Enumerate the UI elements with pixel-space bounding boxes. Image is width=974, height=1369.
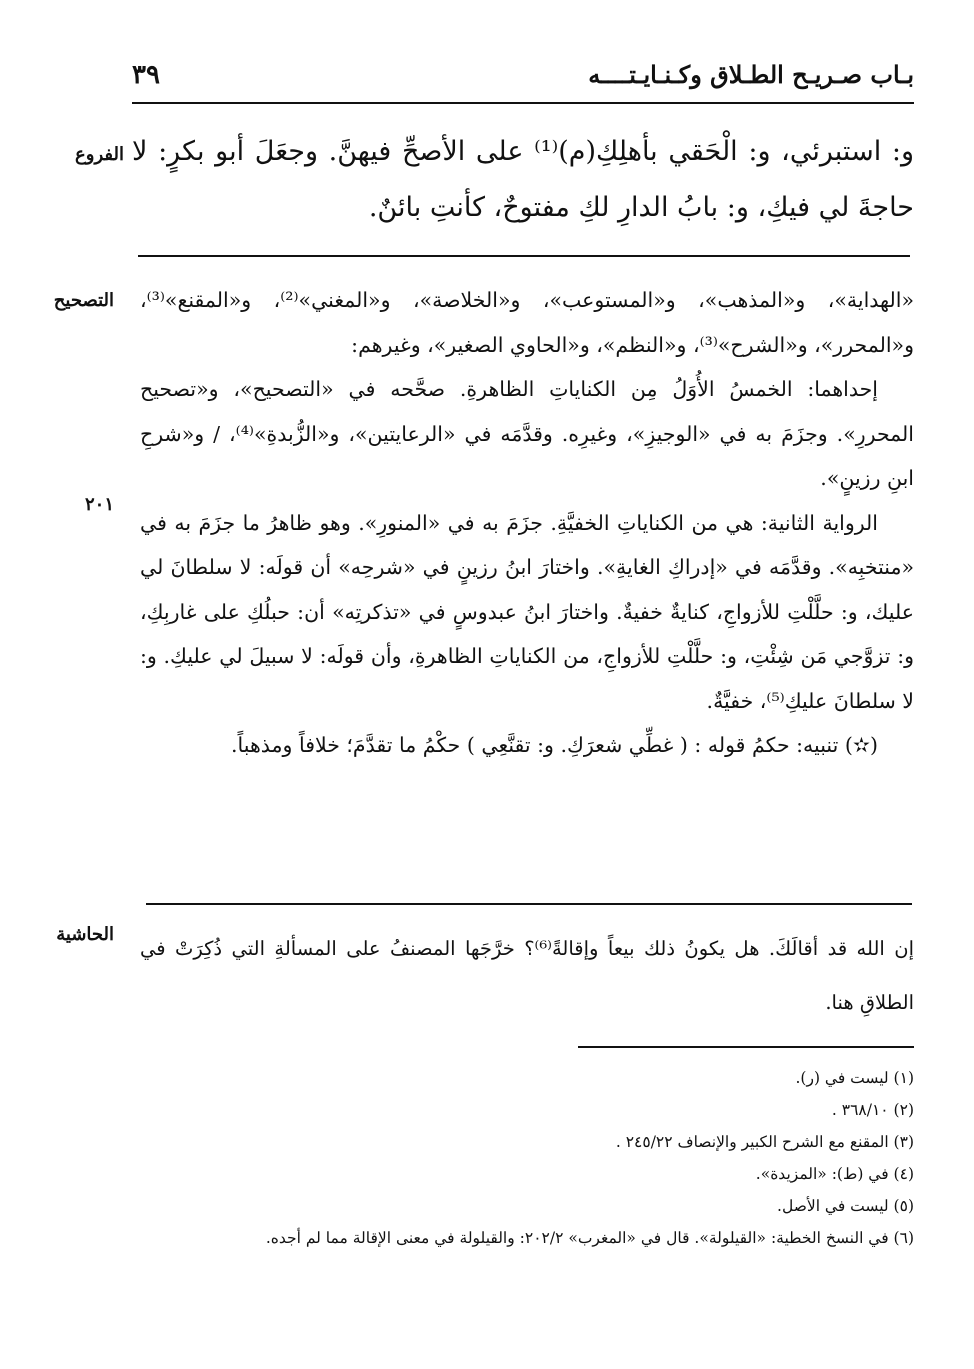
furu-label: الفروع — [75, 144, 124, 165]
footnote: (٣) المقنع مع الشرح الكبير والإنصاف ٢٤٥/٢٢ . — [615, 1133, 914, 1151]
hashiya-label: الحاشية — [56, 924, 114, 945]
tashih-paragraph-note: (✫) تنبيه: حكمُ قوله : ( غطِّي شعرَكِ. و: تقنَّعِي ) حكْمُ ما تقدَّمَ؛ خلافاً ومذهباً. — [231, 733, 878, 757]
footnote: (٦) في النسخ الخطية: «القيلولة». قال في «المغرب» ٢٠٢/٢: والقيلولة في معنى الإقالة مما لم أجده. — [265, 1229, 914, 1247]
footnote: (١) ليست في (ر). — [795, 1069, 914, 1087]
footnote-divider — [578, 1046, 914, 1048]
hashiya-text: إن الله قد أقالَكَ. هل يكونُ ذلك بيعاً وإقالةً⁽⁶⁾؟ خرَّجَها المصنفُ على المسألةِ التي ذُكِرَتْ في الطلاقِ هنا. — [140, 937, 914, 1014]
tashih-paragraph-first-narration: إحداهما: الخمسُ الأُوَلُ مِن الكناياتِ الظاهرةِ. صحَّحه في «التصحيح»، و«تصحيح المحررِ». وجزَمَ به في «الوجيزِ»، وغيرِه. وقدَّمَه في «الرعايتين»، و«الزُّبدةِ»⁽⁴⁾، / و«شرحِ ابنِ رزينٍ». — [140, 377, 914, 490]
furu-text: و: استبرئي، و: الْحَقي بأهلِكِ(م)⁽¹⁾ على الأصحِّ فيهنَّ. وجعَلَ أبو بكرٍ: لا حاجةَ لي فيكِ، و: بابُ الدارِ لكِ مفتوحٌ، كأنتِ بائنٌ. — [132, 136, 915, 223]
tashih-section — [140, 278, 914, 768]
hashiya-section — [140, 922, 914, 1030]
footnote: (٤) في (ط): «المزيدة». — [755, 1165, 914, 1183]
tashih-label: التصحيح — [53, 290, 114, 311]
footnote: (٢) ٣٦٨/١٠ . — [831, 1101, 914, 1119]
tashih-paragraph-sources: «الهداية»، و«المذهب»، و«المستوعب»، و«الخلاصة»، و«المغني»⁽²⁾، و«المقنع»⁽³⁾، و«المحرر»، و«الشرح»⁽³⁾، و«النظم»، و«الحاوي الصغير»، وغيرهم: — [140, 288, 914, 357]
footnote: (٥) ليست في الأصل. — [777, 1197, 914, 1215]
section-divider — [146, 903, 912, 905]
chapter-title: بـاب صـريـح الطـلاق وكـنـايـتــــه — [588, 60, 914, 89]
furu-section — [132, 124, 914, 236]
footnotes — [140, 1062, 914, 1254]
margin-page-number: ٢٠١ — [84, 494, 114, 515]
tashih-paragraph-second-narration: الرواية الثانية: هي من الكناياتِ الخفيَّةِ. جزَمَ به في «المنورِ». وهو ظاهرُ ما جزَمَ به في «منتخبِه». وقدَّمَه في «إدراكِ الغايةِ». واختارَ ابنُ رزينٍ في «شرحِه» أن قولَه: لا سلطانَ لي عليك، و: حلَّلْتِ للأزواجِ، كنايةٌ خفيةٌ. واختارَ ابنُ عبدوسٍ في «تذكرتِه» أن: حبلُكِ على غاربِكِ، و: تزوَّجي مَن شِئْتِ، و: حلَّلْتِ للأزواجِ، من الكناياتِ الظاهرةِ، وأن قولَه: لا سبيلَ لي عليكِ. و: لا سلطانَ عليكِ⁽⁵⁾، خفيَّةٌ. — [140, 510, 914, 713]
page-number: ٣٩ — [132, 60, 160, 90]
running-header — [132, 58, 914, 104]
section-divider — [138, 255, 910, 257]
